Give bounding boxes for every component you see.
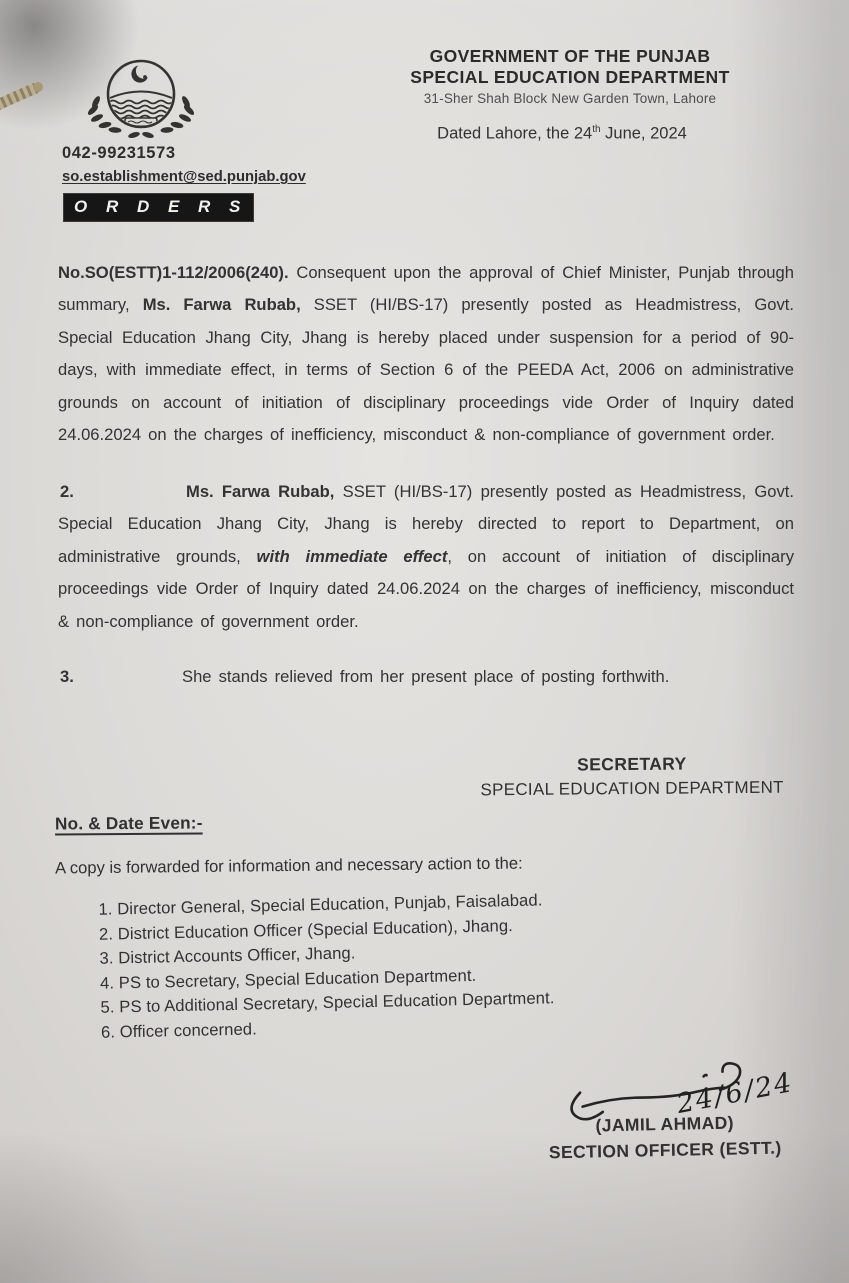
date-ordinal-suffix: th	[592, 124, 601, 135]
date-line	[392, 124, 732, 144]
order-paragraph-1	[58, 257, 794, 452]
letterhead	[348, 46, 792, 107]
order-paragraph-2	[58, 476, 794, 639]
handwritten-date: 24/6/24	[674, 1067, 796, 1120]
officer-name-mention-2: Ms. Farwa Rubab,	[186, 481, 335, 501]
phone-number: 042-99231573	[62, 144, 176, 162]
para2-text-a: SSET (HI/BS-17) presently posted as Headmistress, Govt. Special Education Jhang City, Jhang is hereby directed to report to Department, on administrative grounds,	[58, 481, 794, 566]
orders-banner: O R D E R S	[64, 194, 253, 221]
officer-signature-block	[468, 1110, 849, 1165]
distribution-item: 1. Director General, Special Education, Punjab, Faisalabad.	[117, 884, 745, 922]
para2-text-b: , on account of initiation of disciplinary proceedings vide Order of Inquiry dated 24.06.2024 on the charges of inefficiency, misconduct & non-compliance of government order.	[58, 546, 794, 631]
distribution-list	[85, 884, 748, 1045]
contact-block	[62, 142, 306, 188]
distribution-item: 5. PS to Additional Secretary, Special Education Department.	[119, 983, 747, 1021]
para3-number: 3.	[60, 666, 74, 686]
email-address: so.establishment@sed.punjab.gov	[62, 169, 306, 186]
signatory-block	[420, 752, 844, 801]
distribution-item: 2. District Education Officer (Special Education), Jhang.	[118, 909, 746, 947]
para1-text-b: SSET (HI/BS-17) presently posted as Headmistress, Govt. Special Education Jhang City, Jhang is hereby placed under suspension for a period of 90-days, with immediate effect, in terms of Section 6 of the PEEDA Act, 2006 on administrative grounds on account of initiation of disciplinary proceedings vide Order of Inquiry dated 24.06.2024 on the charges of inefficiency, misconduct & non-compliance of government order.	[58, 295, 794, 445]
org-address: 31-Sher Shah Block New Garden Town, Lahore	[423, 90, 717, 106]
signatory-title: SECRETARY	[577, 753, 687, 775]
binding-thread-artifact	[0, 66, 52, 126]
para2-emphasis: with immediate effect	[256, 546, 448, 566]
punjab-crest-icon	[78, 52, 204, 144]
order-reference-number: No.SO(ESTT)1-112/2006(240).	[58, 262, 289, 282]
officer-name-mention-1: Ms. Farwa Rubab,	[142, 295, 301, 315]
officer-designation: SECTION OFFICER (ESTT.)	[548, 1137, 782, 1163]
date-text-suffix: June, 2024	[600, 124, 687, 143]
distribution-item: 4. PS to Secretary, Special Education Department.	[119, 958, 747, 996]
distribution-item: 6. Officer concerned.	[120, 1007, 748, 1045]
officer-name: (JAMIL AHMAD)	[595, 1112, 735, 1136]
org-name-line2: SPECIAL EDUCATION DEPARTMENT	[410, 67, 730, 88]
distribution-heading: No. & Date Even:-	[54, 812, 203, 834]
signatory-department: SPECIAL EDUCATION DEPARTMENT	[480, 777, 784, 800]
para1-text-a: Consequent upon the approval of Chief Minister, Punjab through summary,	[58, 262, 794, 315]
distribution-item: 3. District Accounts Officer, Jhang.	[118, 933, 746, 971]
date-text: Dated Lahore, the 24	[437, 124, 593, 143]
distribution-intro: A copy is forwarded for information and necessary action to the:	[54, 853, 523, 878]
para2-number: 2.	[60, 481, 74, 501]
para3-text: She stands relieved from her present place of posting forthwith.	[182, 666, 670, 686]
org-name-line1: GOVERNMENT OF THE PUNJAB	[429, 46, 711, 66]
order-paragraph-3	[58, 661, 794, 694]
